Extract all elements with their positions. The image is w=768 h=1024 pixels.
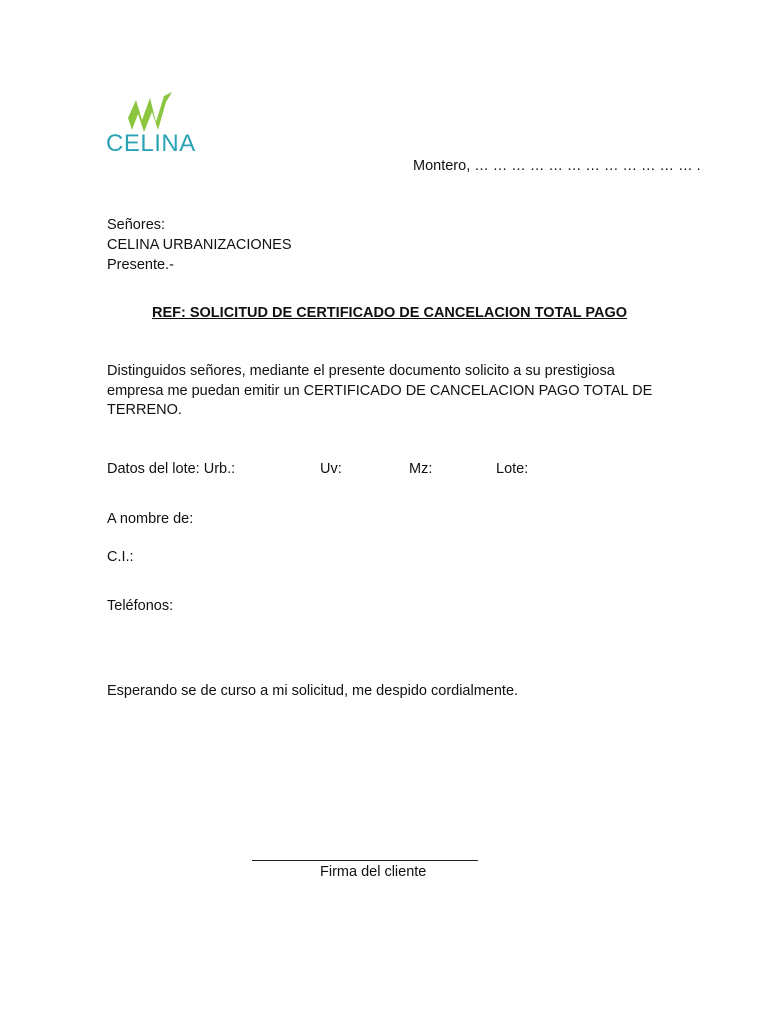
- closing-sentence: Esperando se de curso a mi solicitud, me despido cordialmente.: [107, 683, 519, 699]
- logo-leaf-shape: [128, 92, 172, 132]
- signature-line: [252, 860, 478, 861]
- body-paragraph: Distinguidos señores, mediante el presente documento solicito a su prestigiosa empresa me puedan emitir un CERTIFICADO DE CANCELACION PAGO TOTAL DE TERRENO.: [107, 363, 653, 418]
- lot-mz-label: Mz:: [409, 461, 433, 477]
- lot-lote-label: Lote:: [496, 461, 529, 477]
- recipient-company: CELINA URBANIZACIONES: [107, 237, 292, 253]
- recipient-presente: Presente.-: [107, 257, 174, 273]
- reference-heading: REF: SOLICITUD DE CERTIFICADO DE CANCELACION TOTAL PAGO: [152, 305, 628, 321]
- place-date: Montero, … … … … … … … … … … … … .: [413, 158, 701, 174]
- name-field-label: A nombre de:: [107, 511, 194, 527]
- recipient-salutation: Señores:: [107, 217, 166, 233]
- signature-label: Firma del cliente: [320, 864, 427, 880]
- ci-field-label: C.I.:: [107, 549, 134, 565]
- phones-field-label: Teléfonos:: [107, 598, 174, 614]
- brand-wordmark: CELINA: [106, 130, 196, 157]
- lot-urb-label: Datos del lote: Urb.:: [107, 461, 236, 477]
- lot-uv-label: Uv:: [320, 461, 342, 477]
